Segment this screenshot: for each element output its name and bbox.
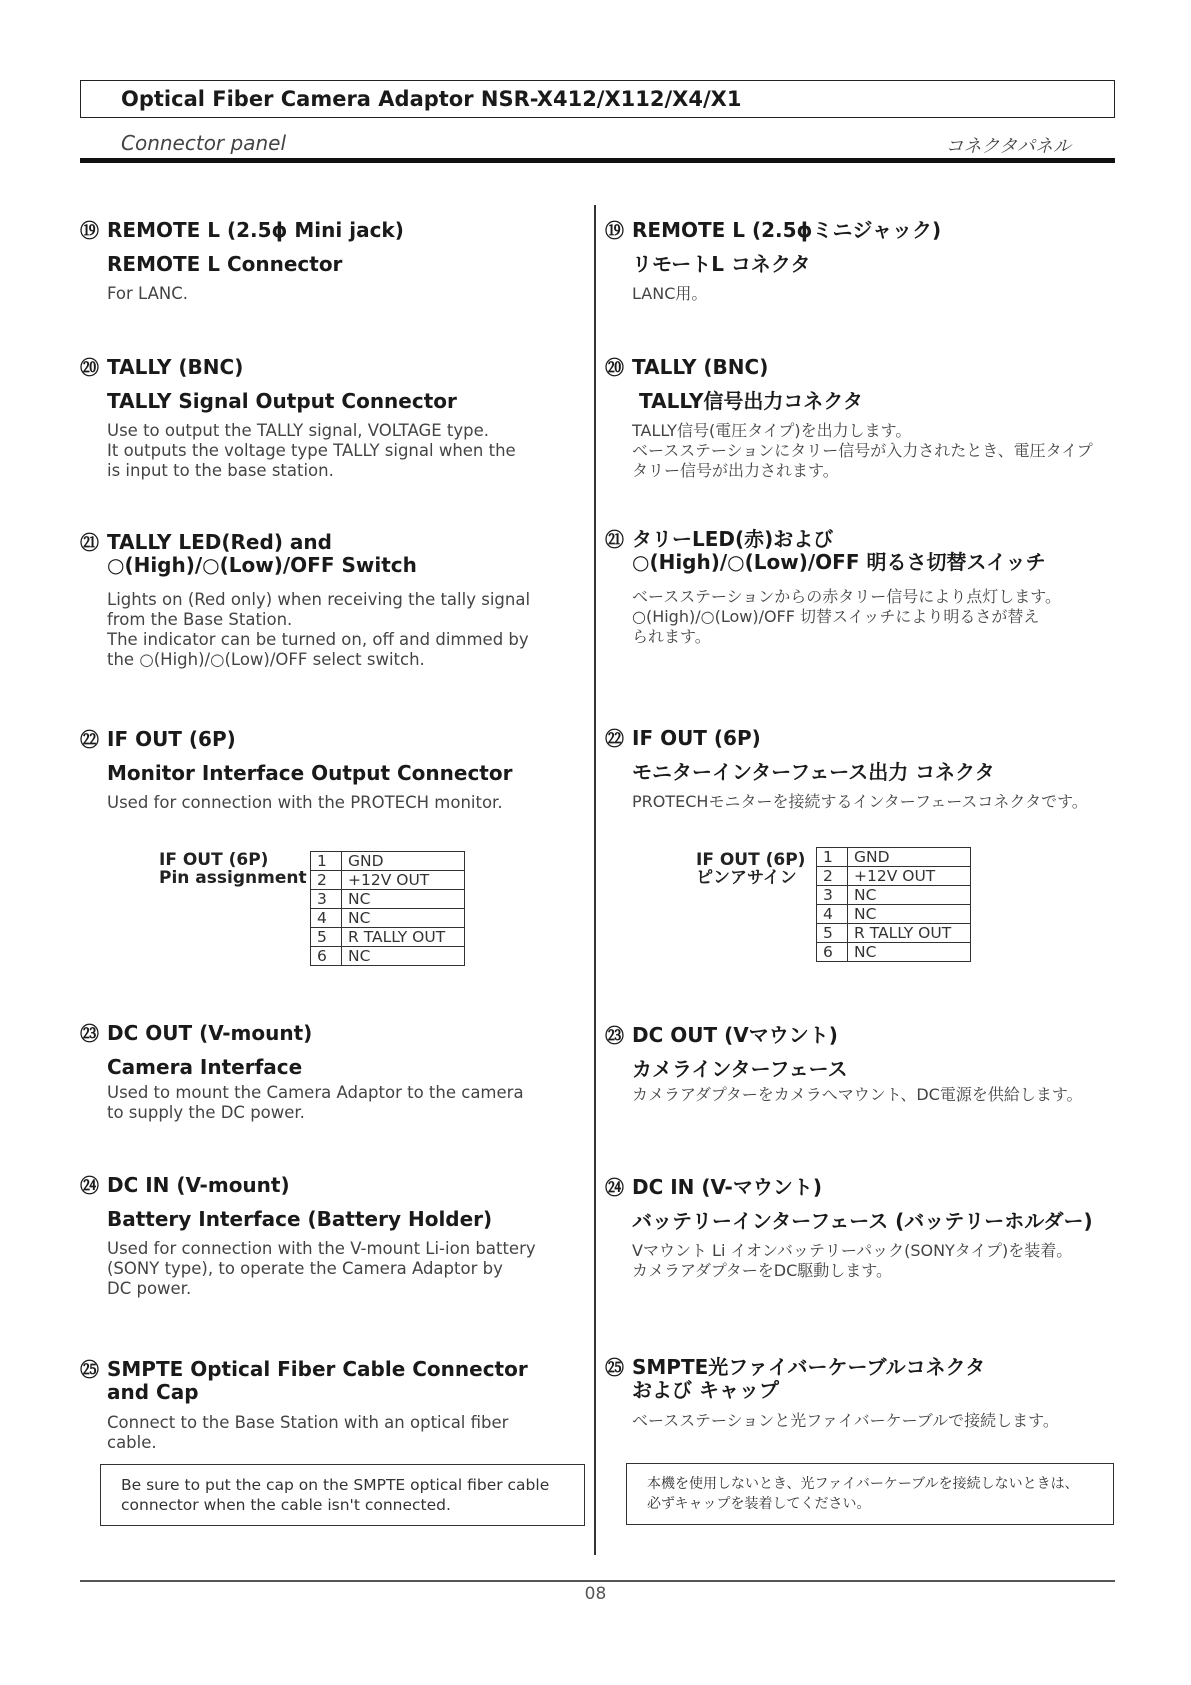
section-body: Vマウント Li イオンバッテリーパック(SONYタイプ)を装着。 カメラアダプターをDC駆動します。 <box>632 1241 1073 1280</box>
section-body: Used for connection with the PROTECH monitor. <box>107 793 503 812</box>
section-23-en <box>80 1022 590 1123</box>
section-heading: ⑳ TALLY (BNC) <box>80 355 244 379</box>
table-row: 5 R TALLY OUT <box>817 924 971 943</box>
table-row: 5 R TALLY OUT <box>311 928 465 947</box>
section-25-ja <box>605 1356 1115 1431</box>
section-heading: ㉑ TALLY LED(Red) and ○(High)/○(Low)/OFF Switch <box>80 530 417 577</box>
section-heading: ㉔ DC IN (V-マウント) <box>605 1175 822 1199</box>
table-row: 4 NC <box>311 909 465 928</box>
section-20-ja <box>605 356 1115 481</box>
section-subheading: TALLY信号出力コネクタ <box>639 389 864 413</box>
section-subheading: Camera Interface <box>107 1055 303 1079</box>
section-body: Used for connection with the V-mount Li-ion battery (SONY type), to operate the Camera Adaptor by DC power. <box>107 1239 536 1298</box>
document-title-box <box>80 80 1115 118</box>
section-heading: ㉒ IF OUT (6P) <box>605 726 761 750</box>
table-row: 3 NC <box>817 886 971 905</box>
section-body: For LANC. <box>107 284 188 303</box>
section-heading: ㉔ DC IN (V-mount) <box>80 1173 290 1197</box>
section-subheading: モニターインターフェース出力 コネクタ <box>632 760 995 784</box>
section-24-ja <box>605 1176 1115 1281</box>
table-row: 6 NC <box>311 947 465 966</box>
section-subheading: リモートL コネクタ <box>632 252 811 276</box>
page-number: 08 <box>584 1584 607 1604</box>
section-subheading: REMOTE L Connector <box>107 252 343 276</box>
table-row: 3 NC <box>311 890 465 909</box>
section-21-ja <box>605 528 1115 647</box>
section-subheading: Battery Interface (Battery Holder) <box>107 1207 493 1231</box>
footer-rule <box>80 1580 1115 1582</box>
section-heading: ⑲ REMOTE L (2.5ϕ Mini jack) <box>80 218 404 242</box>
header-rule <box>80 158 1115 163</box>
table-row: 4 NC <box>817 905 971 924</box>
section-heading: ⑳ TALLY (BNC) <box>605 355 769 379</box>
section-heading: ⑲ REMOTE L (2.5ϕミニジャック) <box>605 218 942 242</box>
section-heading: ㉕ SMPTE Optical Fiber Cable Connector and Cap <box>80 1357 528 1404</box>
section-heading: ㉓ DC OUT (Vマウント) <box>605 1023 838 1047</box>
section-23-ja <box>605 1024 1115 1105</box>
column-divider <box>594 205 596 1555</box>
table-row: 2 +12V OUT <box>311 871 465 890</box>
table-row: 2 +12V OUT <box>817 867 971 886</box>
section-subheading: カメラインターフェース <box>632 1057 848 1081</box>
section-25-en <box>80 1358 590 1453</box>
section-subheading: TALLY Signal Output Connector <box>107 389 457 413</box>
section-body: TALLY信号(電圧タイプ)を出力します。 ベースステーションにタリー信号が入力されたとき、電圧タイプ タリー信号が出力されます。 <box>632 421 1093 480</box>
section-subheading: バッテリーインターフェース (バッテリーホルダー) <box>632 1209 1093 1233</box>
section-body: カメラアダプターをカメラへマウント、DC電源を供給します。 <box>632 1085 1083 1104</box>
caution-note: 本機を使用しないとき、光ファイバーケーブルを接続しないときは、 必ずキャップを装着してください。 <box>626 1463 1114 1525</box>
section-20-en <box>80 356 590 481</box>
table-row: 6 NC <box>817 943 971 962</box>
section-22-ja <box>605 727 1115 812</box>
table-row: 1 GND <box>817 848 971 867</box>
section-19-en <box>80 219 590 304</box>
caution-note: Be sure to put the cap on the SMPTE optical fiber cable connector when the cable isn't connected. <box>100 1464 585 1526</box>
section-subheading: Monitor Interface Output Connector <box>107 761 513 785</box>
section-body: LANC用。 <box>632 284 708 303</box>
section-body: ベースステーションと光ファイバーケーブルで接続します。 <box>632 1411 1059 1430</box>
document-title: Optical Fiber Camera Adaptor NSR-X412/X112/X4/X1 <box>121 87 742 111</box>
section-19-ja <box>605 219 1115 304</box>
section-heading: ㉑ タリーLED(赤)および ○(High)/○(Low)/OFF 明るさ切替スイッチ <box>605 527 1046 574</box>
section-heading: ㉕ SMPTE光ファイバーケーブルコネクタ および キャップ <box>605 1355 986 1402</box>
section-body: Lights on (Red only) when receiving the tally signal from the Base Station. The indicator can be turned on, off and dimmed by the ○(High)/○(Low)/OFF select switch. <box>107 590 531 669</box>
section-heading: ㉓ DC OUT (V-mount) <box>80 1021 313 1045</box>
pin-assignment-label: IF OUT (6P) Pin assignment <box>159 850 307 888</box>
section-24-en <box>80 1174 590 1299</box>
pin-assignment-table <box>310 851 465 966</box>
table-row: 1 GND <box>311 852 465 871</box>
pin-assignment-label: IF OUT (6P) ピンアサイン <box>696 850 806 888</box>
section-22-en <box>80 728 590 813</box>
section-subtitle-ja: コネクタパネル <box>945 136 1071 157</box>
section-subtitle-en: Connector panel <box>121 131 286 155</box>
section-body: PROTECHモニターを接続するインターフェースコネクタです。 <box>632 792 1088 811</box>
section-body: Use to output the TALLY signal, VOLTAGE type. It outputs the voltage type TALLY signal when the is input to the base station. <box>107 421 516 480</box>
pin-assignment-table <box>816 847 971 962</box>
section-body: Used to mount the Camera Adaptor to the camera to supply the DC power. <box>107 1083 524 1122</box>
section-21-en <box>80 531 590 670</box>
section-body: ベースステーションからの赤タリー信号により点灯します。 ○(High)/○(Low)/OFF 切替スイッチにより明るさが替え られます。 <box>632 587 1061 646</box>
section-body: Connect to the Base Station with an optical fiber cable. <box>107 1413 509 1452</box>
section-heading: ㉒ IF OUT (6P) <box>80 727 236 751</box>
